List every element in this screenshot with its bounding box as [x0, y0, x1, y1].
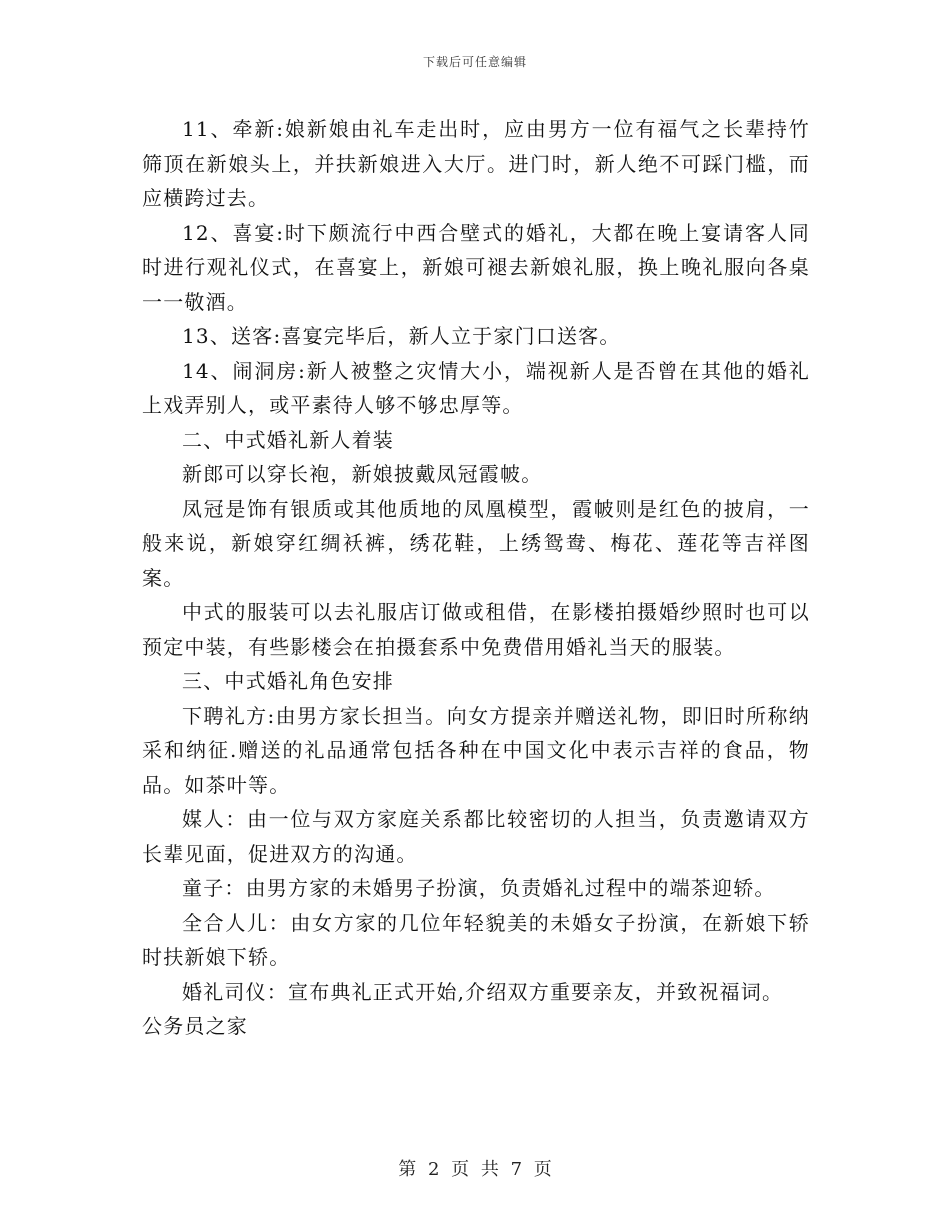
paragraph-phoenix-crown: 凤冠是饰有银质或其他质地的凤凰模型，霞帔则是红色的披肩，一般来说，新娘穿红绸袄裤，绣花鞋，上绣鸳鸯、梅花、莲花等吉祥图案。	[142, 496, 810, 590]
paragraph-role-emcee: 婚礼司仪：宣布典礼正式开始,介绍双方重要亲友，并致祝福词。	[182, 979, 784, 1004]
document-body	[142, 112, 810, 1044]
paragraph-role-bridesmaids: 全合人儿：由女方家的几位年轻貌美的未婚女子扮演，在新娘下轿时扶新娘下轿。	[142, 910, 810, 969]
section-heading-roles: 三、中式婚礼角色安排	[182, 669, 394, 693]
paragraph-item-14: 14、闹洞房:新人被整之灾情大小，端视新人是否曾在其他的婚礼上戏弄别人，或平素待人够不够忠厚等。	[142, 358, 810, 417]
trailing-source-line: 公务员之家	[142, 1014, 248, 1038]
paragraph-item-11: 11、牵新:娘新娘由礼车走出时，应由男方一位有福气之长辈持竹筛顶在新娘头上，并扶新娘进入大厅。进门时，新人绝不可踩门槛，而应横跨过去。	[142, 117, 810, 210]
paragraph-costume-rental: 中式的服装可以去礼服店订做或租借，在影楼拍摄婚纱照时也可以预定中装，有些影楼会在拍摄套系中免费借用婚礼当天的服装。	[142, 600, 810, 659]
paragraph-role-matchmaker: 媒人：由一位与双方家庭关系都比较密切的人担当，负责邀请双方长辈见面，促进双方的沟通。	[142, 807, 810, 866]
paragraph-item-13: 13、送客:喜宴完毕后，新人立于家门口送客。	[182, 324, 621, 348]
page-header: 下载后可任意编辑	[422, 55, 527, 69]
section-heading-attire: 二、中式婚礼新人着装	[182, 427, 394, 452]
paragraph-attire-intro: 新郎可以穿长袍，新娘披戴凤冠霞帔。	[182, 462, 543, 486]
paragraph-role-page-boy: 童子：由男方家的未婚男子扮演，负责婚礼过程中的端茶迎轿。	[182, 876, 776, 900]
paragraph-item-12: 12、喜宴:时下颇流行中西合壁式的婚礼，大都在晚上宴请客人同时进行观礼仪式，在喜宴上，新娘可褪去新娘礼服，换上晚礼服向各桌一一敬酒。	[142, 220, 810, 314]
paragraph-role-betrothal: 下聘礼方:由男方家长担当。向女方提亲并赠送礼物，即旧时所称纳采和纳征.赠送的礼品通常包括各种在中国文化中表示吉祥的食品，物品。如茶叶等。	[142, 703, 810, 797]
page-footer: 第 2 页 共 7 页	[398, 1159, 552, 1180]
